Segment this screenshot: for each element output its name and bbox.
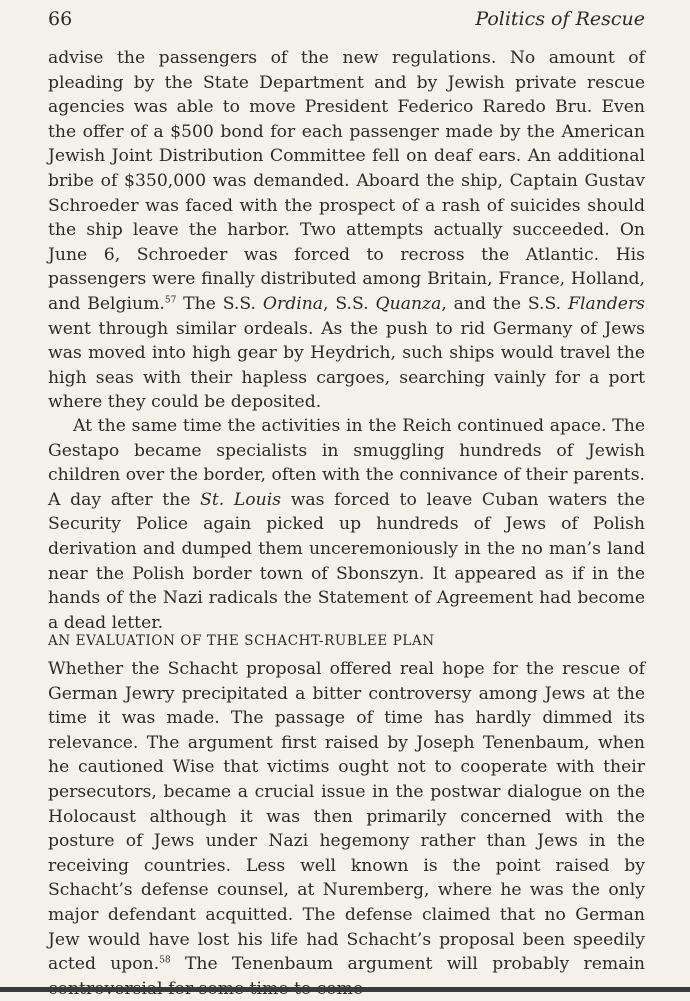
- paragraph-st-louis: [48, 46, 645, 415]
- paragraph-text: , S.S.: [323, 293, 376, 314]
- paragraph-text: went through similar ordeals. As the push to rid Germany of Jews was moved into high gear by Heydrich, such ships would travel the high seas with their hapless cargoes, searching vainly for a port where they could be deposited.: [48, 318, 645, 413]
- paragraph-text: The Tenenbaum argument will probably remain: [184, 954, 646, 975]
- scan-bottom-edge: [0, 987, 690, 992]
- paragraph-reich-activities: [48, 414, 645, 635]
- paragraph-text: At the same time the activities in the Reich continued apace. The Gestapo became specialists in smuggling hundreds of Jewish children over the border, often with the connivance of their parents. A day after the: [48, 416, 645, 510]
- section-heading: AN EVALUATION OF THE SCHACHT-RUBLEE PLAN: [48, 633, 435, 649]
- running-head: [48, 8, 645, 32]
- footnote-marker: 58: [159, 955, 171, 966]
- paragraph-text: advise the passengers of the new regulations. No amount of pleading by the State Department and by Jewish private rescue agencies was able to move President Federico Raredo Bru. Even the offer of a $500 bond for each passenger made by the American Jewish Joint Distribution Committee fell on deaf ears. An additional bribe of $350,000 was demanded. Aboard the ship, Captain Gustav Schroeder was faced with the prospect of a rash of suicides should the ship leave the harbor. Two attempts actually succeeded. On June 6, Schroeder was forced to recross the Atlantic. His passengers were finally distributed among Britain, France, Holland, and Belgium.: [48, 48, 645, 314]
- running-title: Politics of Rescue: [475, 8, 645, 30]
- paragraph-text: The S.S.: [176, 293, 263, 314]
- paragraph-text: was forced to leave Cuban waters the Security Police again picked up hundreds of Jews of Polish derivation and dumped them unceremoniously in the no man’s land near the Polish border town of Sbonszyn. It appeared as if in the hands of the Nazi radicals the Statement of Agreement had become a dead letter.: [48, 489, 646, 633]
- ship-name: Flanders: [568, 293, 645, 314]
- page-number: 66: [48, 8, 73, 30]
- ship-name: St. Louis: [200, 489, 282, 510]
- ship-name: Quanza: [375, 293, 442, 314]
- paragraph-text: , and the S.S.: [441, 293, 569, 314]
- paragraph-text: Whether the Schacht proposal offered real hope for the rescue of German Jewry precipitated a bitter controversy among Jews at the time it was made. The passage of time has hardly dimmed its relevance. The argument first raised by Joseph Tenenbaum, when he cautioned Wise that victims ought not to cooperate with their persecutors, became a crucial issue in the postwar dialogue on the Holocaust although it was then primarily concerned with the posture of Jews under Nazi hegemony rather than Jews in the receiving countries. Less well known is the point raised by Schacht’s defense counsel, at Nuremberg, where he was the only major defendant acquitted. The defense claimed that no German Jew would have lost his life had Schacht’s proposal been speedily acted upon.: [48, 659, 645, 975]
- ship-name: Ordina: [262, 293, 324, 314]
- footnote-marker: 57: [164, 295, 177, 306]
- paragraph-evaluation: [48, 657, 645, 1001]
